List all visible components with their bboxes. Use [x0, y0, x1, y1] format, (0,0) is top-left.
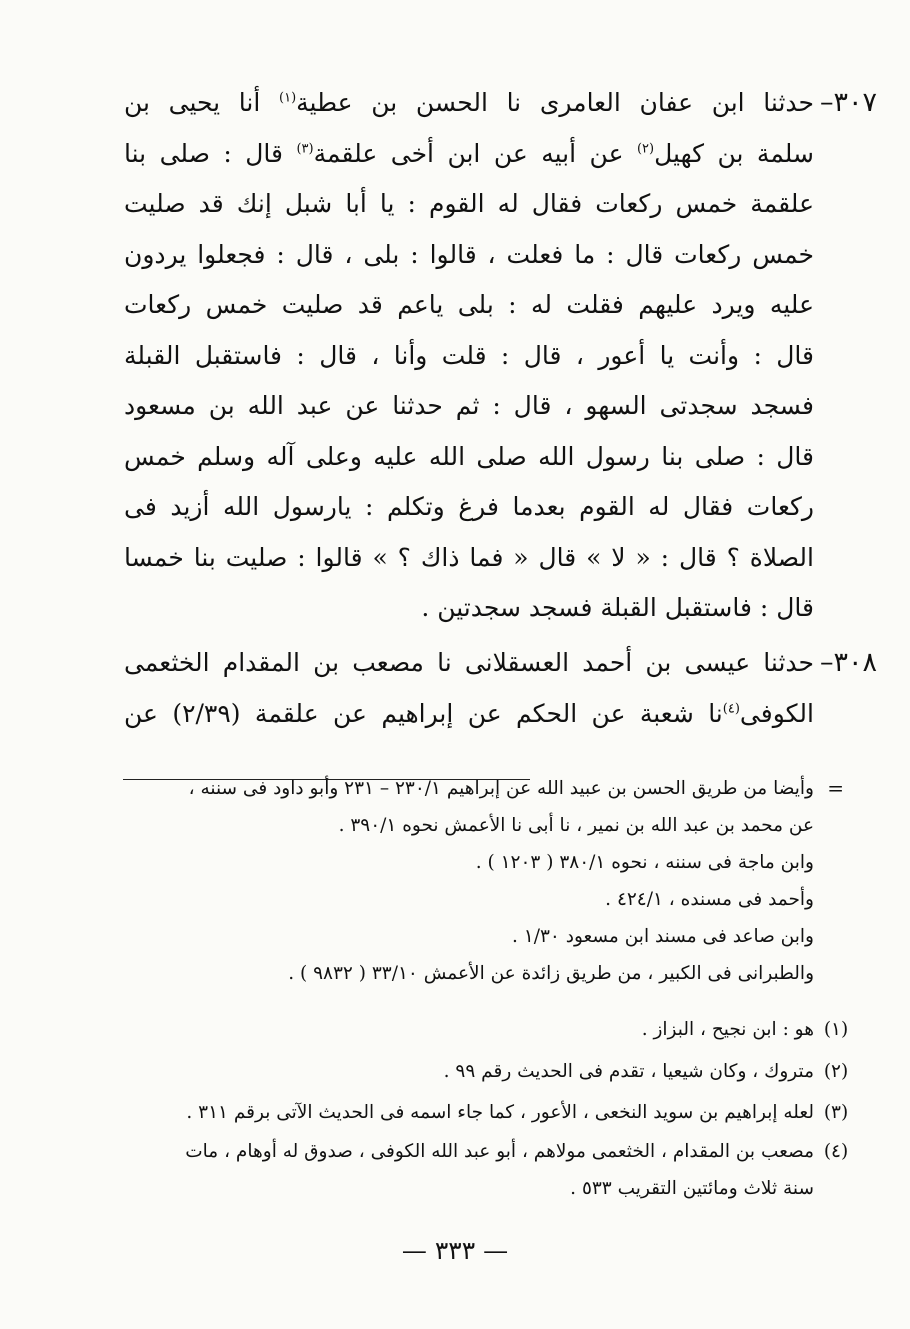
footnote-line: وابن ماجة فى سننه ، نحوه ٣٨٠/١ ( ١٢٠٣ ) . [475, 852, 814, 873]
hadith-line: علقمة خمس ركعات فقال له القوم : يا أبا شبل إنك قد صليت [124, 189, 814, 218]
hadith-line: ركعات فقال له القوم بعدما فرغ وتكلم : يارسول الله أزيد فى [124, 492, 814, 521]
text-segment: قال : صلى بنا [124, 138, 283, 168]
footnote-line: هو : ابن نجيح ، البزاز . [641, 1019, 814, 1040]
text-segment: حدثنا ابن عفان العامرى نا الحسن بن عطية [296, 88, 814, 117]
footnote-number: (٣) [823, 1102, 849, 1123]
footnote-line: وابن صاعد فى مسند ابن مسعود ١/٣٠ . [512, 926, 814, 947]
page-number: — ٣٣٣ — [401, 1236, 509, 1265]
hadith-line: فسجد سجدتى السهو ، قال : ثم حدثنا عن عبد الله بن مسعود [124, 391, 814, 420]
footnote-ref: (٤) [722, 701, 740, 717]
text-segment: سلمة بن كهيل [654, 138, 814, 168]
footnote-number: (١) [823, 1019, 849, 1040]
footnote-line: سنة ثلاث ومائتين التقريب ٥٣٣ . [570, 1178, 814, 1199]
footnote-line: وأيضا من طريق الحسن بن عبيد الله عن إبراهيم ٢٣٠/١ – ٢٣١ وأبو داود فى سننه ، [188, 778, 814, 799]
footnote-line: متروك ، وكان شيعيا ، تقدم فى الحديث رقم ٩٩ . [443, 1061, 814, 1082]
hadith-308 [124, 638, 878, 739]
footnote-2 [124, 1053, 849, 1090]
text-segment: عن أبيه عن ابن أخى علقمة [313, 138, 624, 168]
hadith-number: ٣٠٧– [820, 87, 878, 118]
hadith-line: عليه ويرد عليهم فقلت له : بلى ياعم قد صليت خمس ركعات [124, 290, 814, 319]
hadith-number: ٣٠٨– [820, 647, 878, 678]
footnote-1 [124, 1011, 849, 1048]
footnote-line: عن محمد بن عبد الله بن نمير ، نا أبى نا الأعمش نحوه ٣٩٠/١ . [338, 815, 814, 836]
footnote-3 [124, 1094, 849, 1131]
hadith-line: الصلاة ؟ قال : « لا » قال « فما ذاك ؟ » قالوا : صليت بنا خمسا [124, 542, 814, 572]
footnote-line: لعله إبراهيم بن سويد النخعى ، الأعور ، كما جاء اسمه فى الحديث الآتى برقم ٣١١ . [186, 1102, 814, 1123]
hadith-307 [124, 78, 878, 634]
text-segment: نا شعبة عن الحكم عن إبراهيم عن علقمة (٢/٣٩) عن [124, 698, 723, 728]
footnote-ref: (١) [279, 90, 297, 106]
footnote-ref: (٢) [636, 141, 655, 157]
continuation-marker: = [827, 776, 844, 800]
footnote-ref: (٣) [296, 141, 314, 157]
footnote-continuation [124, 770, 844, 992]
footnote-4 [124, 1133, 849, 1207]
hadith-line: حدثنا عيسى بن أحمد العسقلانى نا مصعب بن المقدام الخثعمى [124, 648, 814, 677]
footnote-line: والطبرانى فى الكبير ، من طريق زائدة عن الأعمش ٣٣/١٠ ( ٩٨٣٢ ) . [288, 963, 814, 984]
text-segment: الكوفى [739, 698, 814, 728]
footnote-line: مصعب بن المقدام ، الخثعمى مولاهم ، أبو عبد الله الكوفى ، صدوق له أوهام ، مات [185, 1141, 814, 1162]
footnote-line: وأحمد فى مسنده ، ٤٢٤/١ . [605, 889, 814, 910]
footnote-number: (٤) [823, 1141, 849, 1162]
hadith-line [124, 689, 814, 740]
hadith-line: خمس ركعات قال : ما فعلت ، قالوا : بلى ، قال : فجعلوا يردون [124, 239, 814, 269]
hadith-line [124, 129, 814, 180]
hadith-line: قال : فاستقبل القبلة فسجد سجدتين . [421, 593, 814, 622]
footnote-number: (٢) [823, 1061, 849, 1082]
text-segment: أنا يحيى بن [124, 88, 261, 117]
hadith-line: قال : صلى بنا رسول الله صلى الله عليه وعلى آله وسلم خمس [124, 441, 814, 471]
hadith-line: قال : وأنت يا أعور ، قال : قلت وأنا ، قال : فاستقبل القبلة [124, 340, 814, 370]
hadith-line [124, 78, 814, 129]
